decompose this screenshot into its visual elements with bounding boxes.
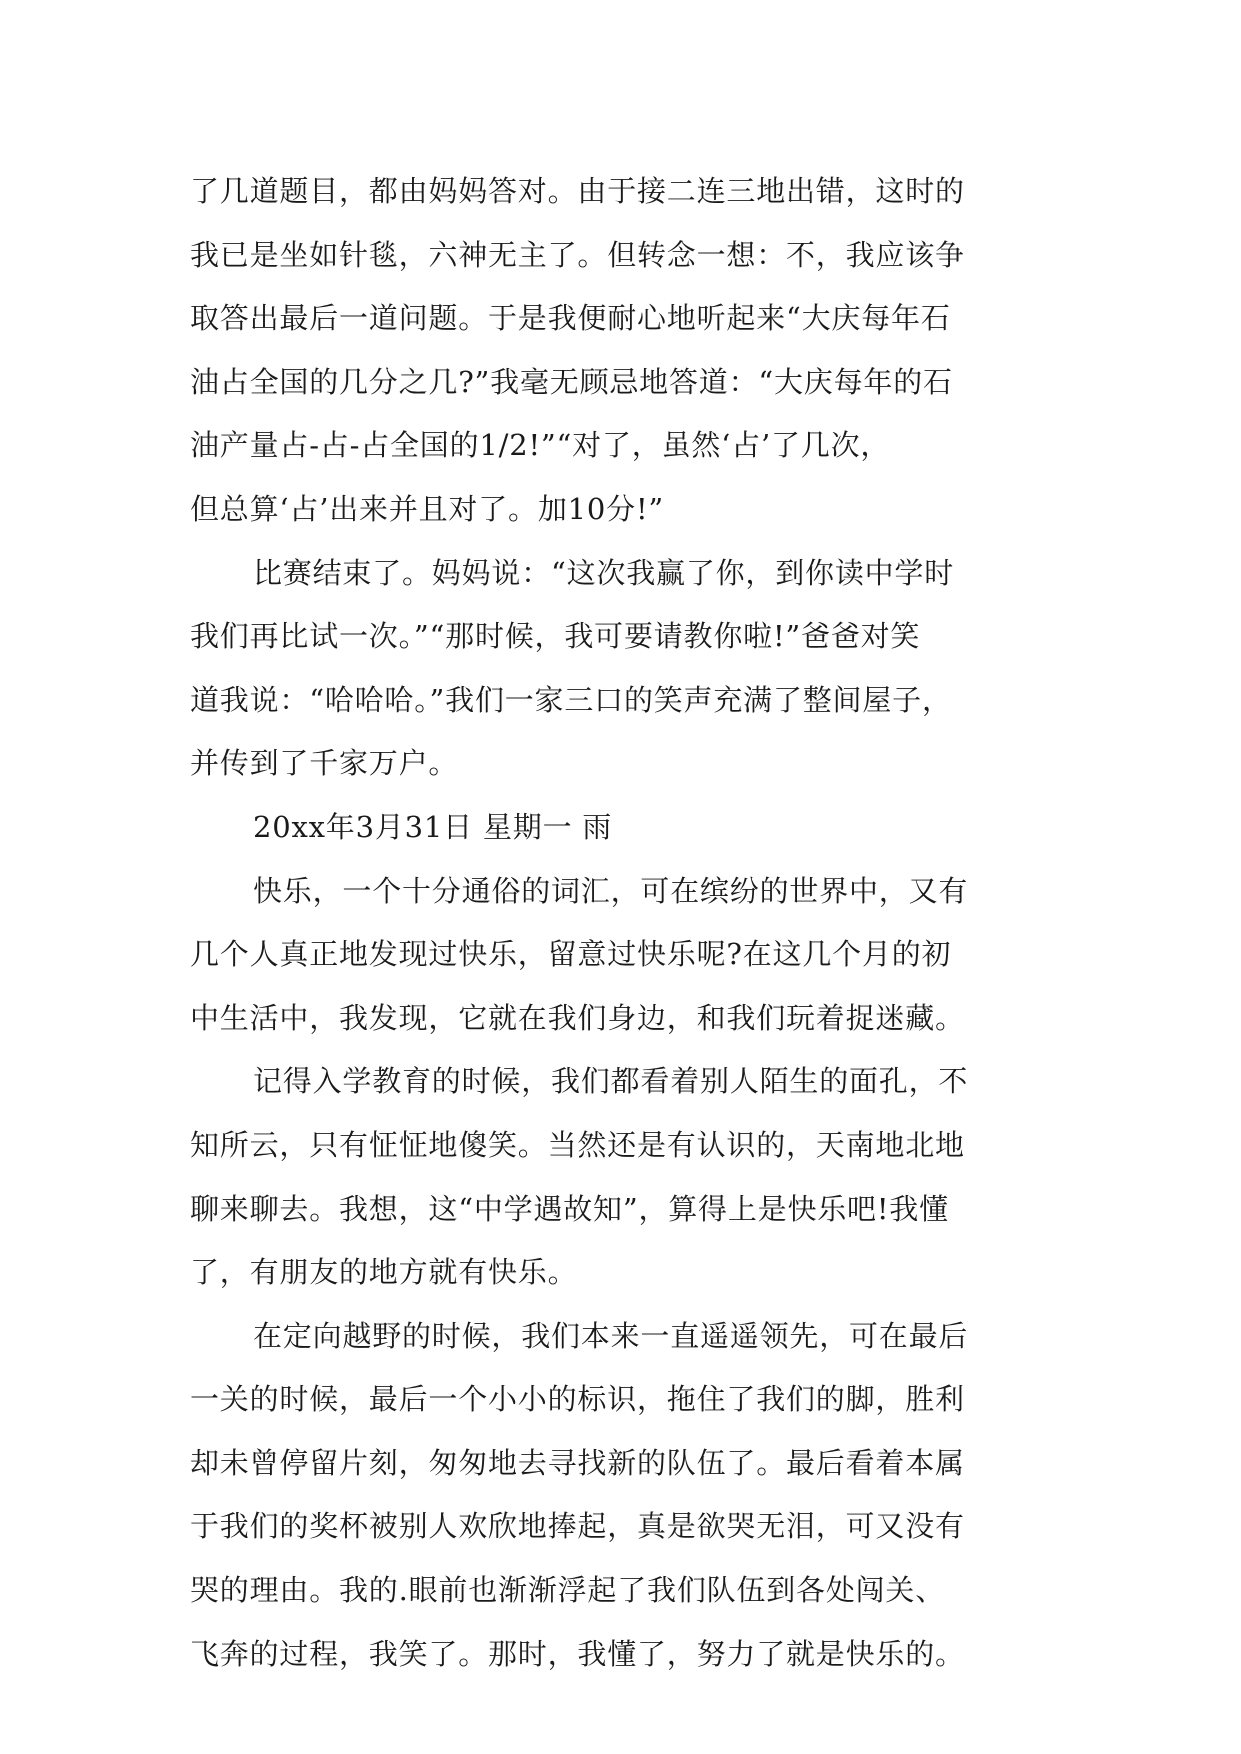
text-line: 聊来聊去。我想，这“中学遇故知”，算得上是快乐吧!我懂 [190, 1191, 949, 1226]
text-line: 哭的理由。我的.眼前也渐渐浮起了我们队伍到各处闯关、 [190, 1573, 946, 1608]
paragraph-start-line: 记得入学教育的时候，我们都看着别人陌生的面孔，不 [253, 1064, 969, 1099]
text-line: 飞奔的过程，我笑了。那时，我懂了，努力了就是快乐的。 [190, 1636, 965, 1671]
text-line: 我们再比试一次。”“那时候，我可要请教你啦!”爸爸对笑 [190, 619, 921, 654]
text-line: 中生活中，我发现，它就在我们身边，和我们玩着捉迷藏。 [190, 1000, 965, 1035]
text-line: 油占全国的几分之几?”我毫无顾忌地答道：“大庆每年的石 [190, 364, 953, 399]
document-body [190, 160, 1070, 1686]
paragraph-start-line: 在定向越野的时候，我们本来一直遥遥领先，可在最后 [253, 1318, 969, 1353]
text-line: 了，有朋友的地方就有快乐。 [190, 1255, 578, 1290]
paragraph-start-line: 比赛结束了。妈妈说：“这次我赢了你，到你读中学时 [253, 555, 955, 590]
text-line: 道我说：“哈哈哈。”我们一家三口的笑声充满了整间屋子， [190, 682, 952, 717]
text-line: 但总算‘占’出来并且对了。加10分!” [190, 491, 665, 526]
text-line: 于我们的奖杯被别人欢欣地捧起，真是欲哭无泪，可又没有 [190, 1509, 965, 1544]
text-line: 一关的时候，最后一个小小的标识，拖住了我们的脚，胜利 [190, 1382, 965, 1417]
diary-date-line: 20xx年3月31日 星期一 雨 [253, 809, 613, 844]
text-line: 却未曾停留片刻，匆匆地去寻找新的队伍了。最后看着本属 [190, 1445, 965, 1480]
text-line: 油产量占-占-占全国的1/2!”“对了，虽然‘占’了几次， [190, 428, 891, 463]
text-line: 知所云，只有怔怔地傻笑。当然还是有认识的，天南地北地 [190, 1127, 965, 1162]
text-line: 几个人真正地发现过快乐，留意过快乐呢?在这几个月的初 [190, 937, 952, 972]
text-line: 并传到了千家万户。 [190, 746, 459, 781]
text-line: 我已是坐如针毯，六神无主了。但转念一想：不，我应该争 [190, 237, 965, 272]
text-line: 取答出最后一道问题。于是我便耐心地听起来“大庆每年石 [190, 301, 951, 336]
text-line: 了几道题目，都由妈妈答对。由于接二连三地出错，这时的 [190, 174, 965, 208]
paragraph-start-line: 快乐，一个十分通俗的词汇，可在缤纷的世界中，又有 [253, 873, 969, 908]
